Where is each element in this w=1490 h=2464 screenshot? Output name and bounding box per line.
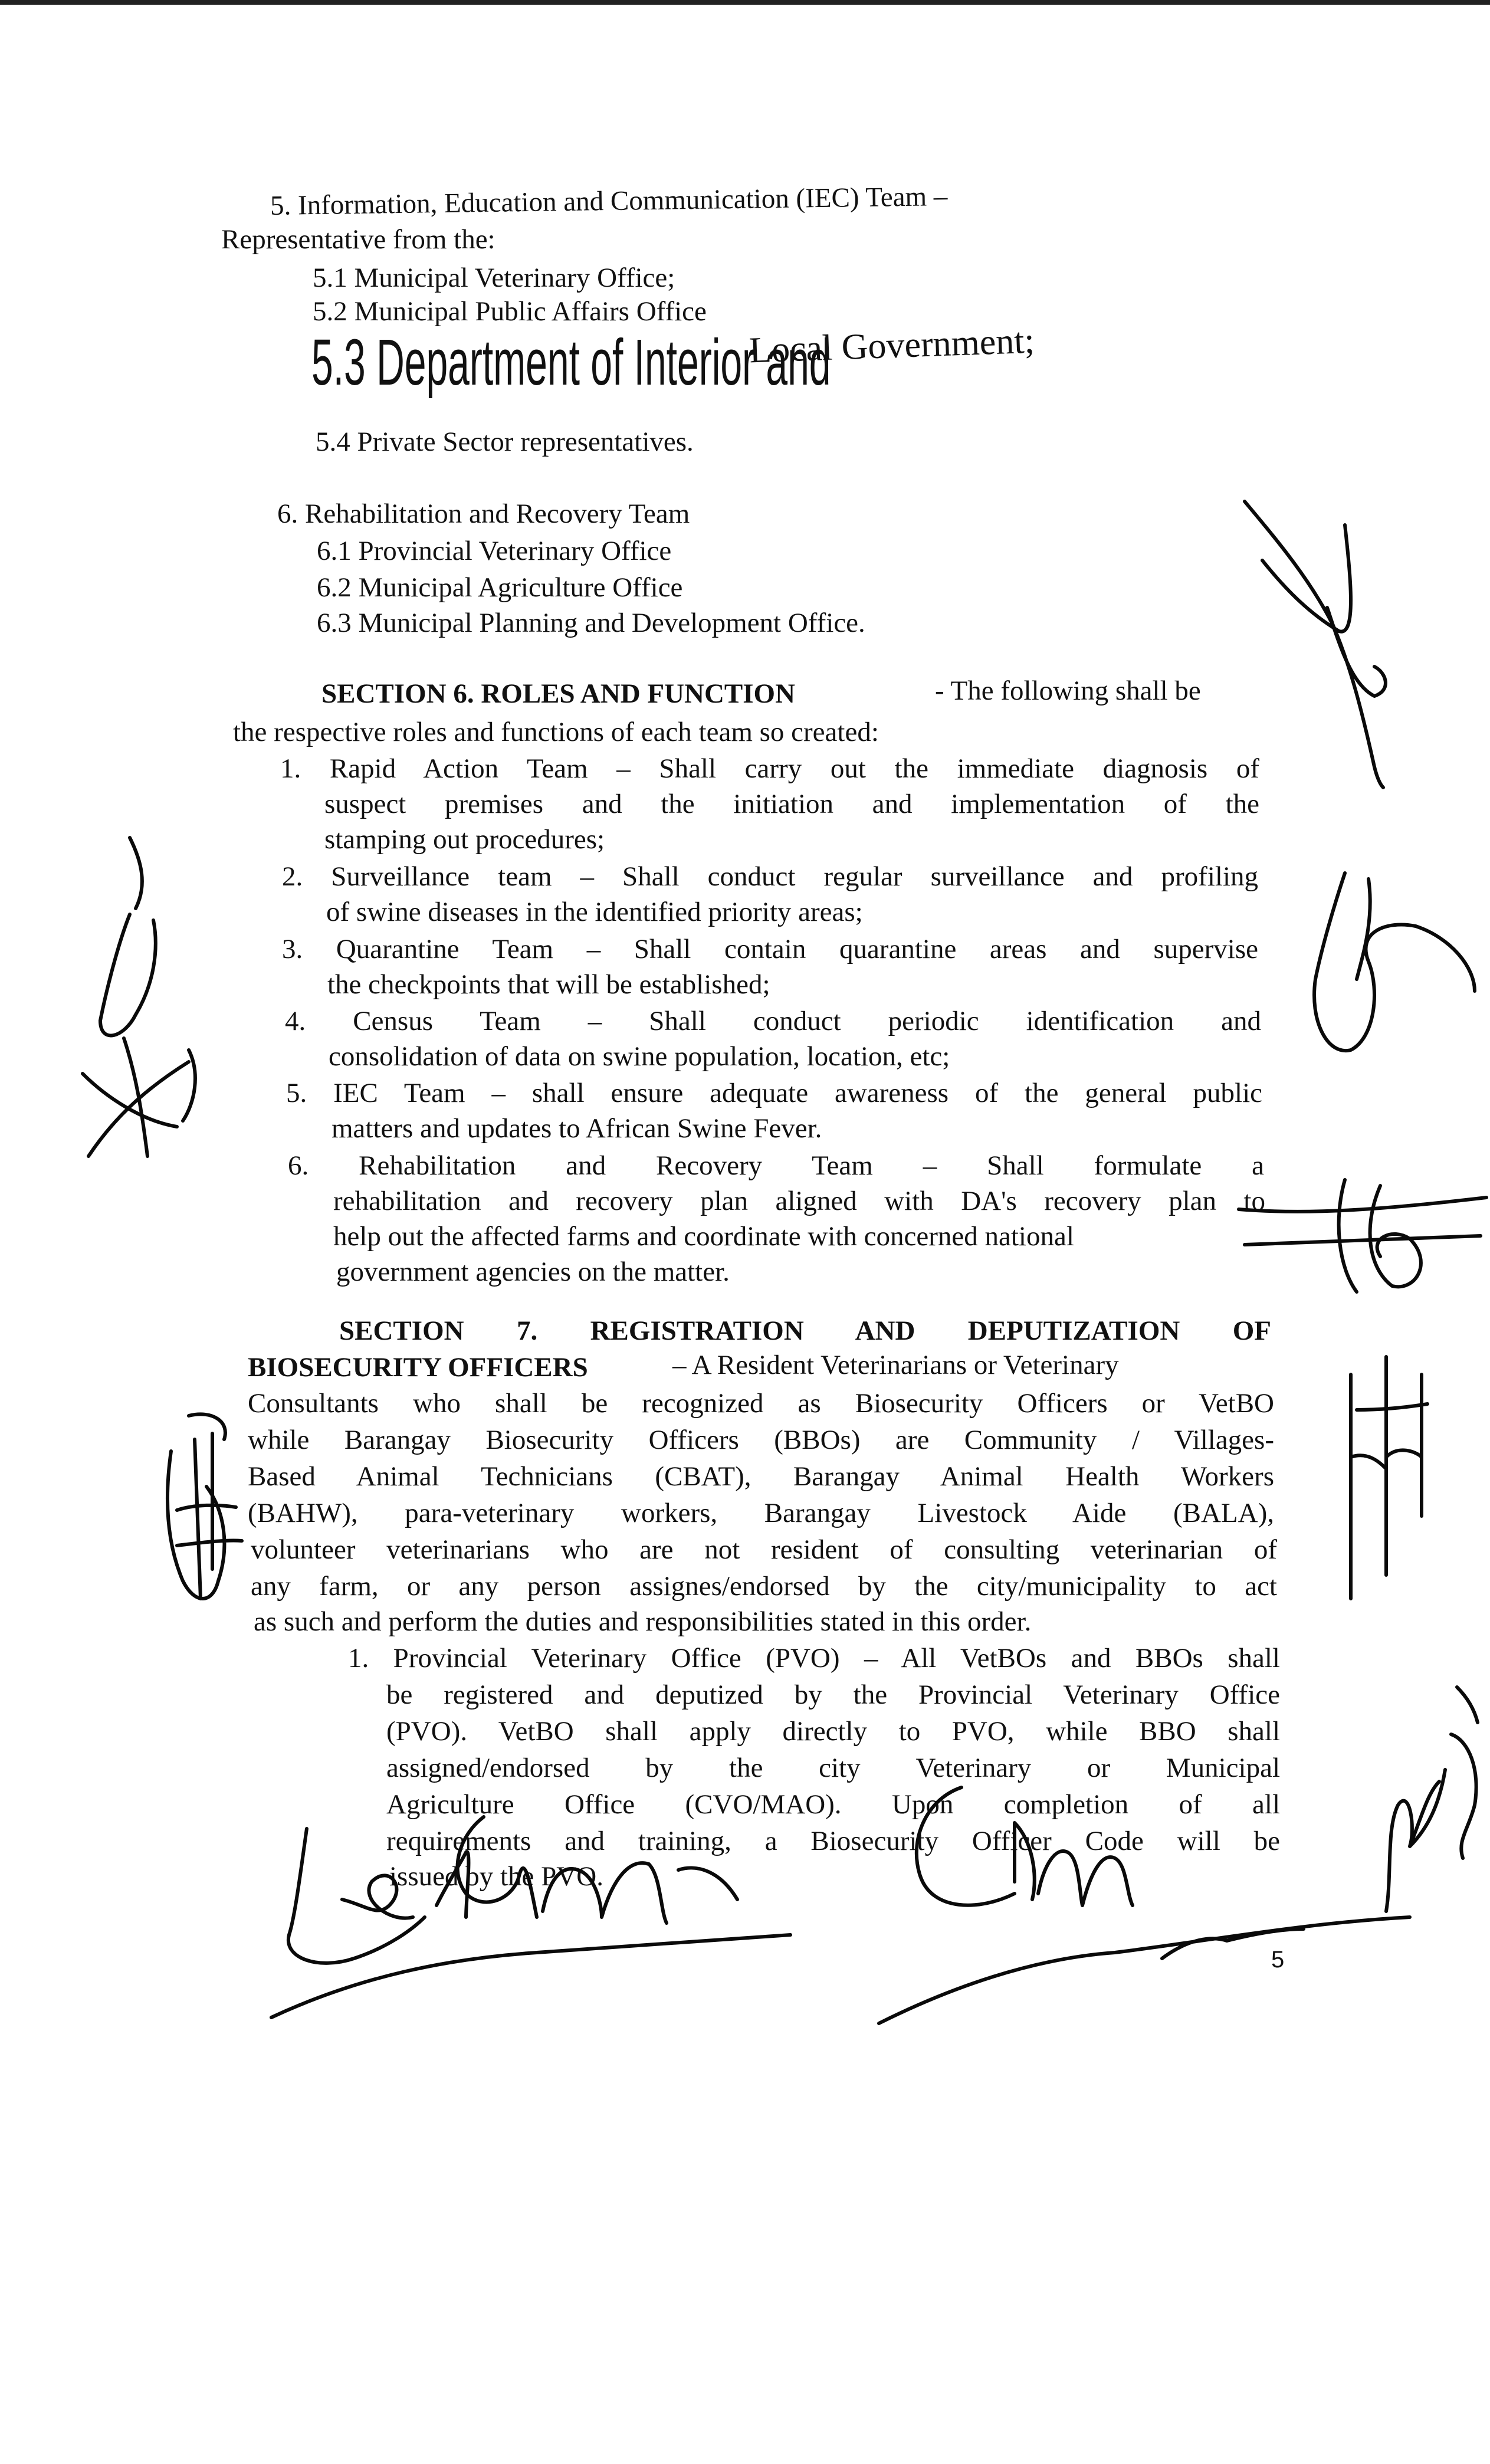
s6-item1-line2: suspect premises and the initiation and implementation of the xyxy=(324,789,1259,819)
iec-item-5-1: 5.1 Municipal Veterinary Office; xyxy=(313,263,675,293)
s7-item1-line3: (PVO). VetBO shall apply directly to PVO, while BBO shall xyxy=(386,1716,1280,1747)
section7-line9: as such and perform the duties and responsibilities stated in this order. xyxy=(254,1606,1032,1637)
s6-item1-line1: 1. Rapid Action Team – Shall carry out the immediate diagnosis of xyxy=(280,753,1259,784)
rehab-heading: 6. Rehabilitation and Recovery Team xyxy=(277,498,690,529)
s6-item4-line1: 4. Census Team – Shall conduct periodic identification and xyxy=(285,1006,1261,1036)
iec-heading-line1: 5. Information, Education and Communication (IEC) Team – xyxy=(270,181,948,222)
s7-item1-line5: Agriculture Office (CVO/MAO). Upon completion of all xyxy=(386,1789,1280,1820)
iec-item-5-3-cont: Local Government; xyxy=(748,320,1035,371)
section7-line7: volunteer veterinarians who are not resident of consulting veterinarian of xyxy=(251,1534,1277,1565)
section7-title-line2: BIOSECURITY OFFICERS xyxy=(248,1352,588,1383)
s7-item1-line7: issued by the PVO. xyxy=(389,1861,603,1892)
section7-line4: while Barangay Biosecurity Officers (BBOs) are Community / Villages- xyxy=(248,1425,1274,1455)
rehab-item-6-3: 6.3 Municipal Planning and Development Office. xyxy=(317,608,865,638)
signature-right-1 xyxy=(1239,490,1416,796)
s6-item2-line2: of swine diseases in the identified priority areas; xyxy=(326,897,863,927)
section7-line2-rest: – A Resident Veterinarians or Veterinary xyxy=(672,1350,1119,1380)
s6-item6-line1: 6. Rehabilitation and Recovery Team – Shall formulate a xyxy=(288,1150,1264,1181)
s6-item3-line1: 3. Quarantine Team – Shall contain quarantine areas and supervise xyxy=(282,934,1258,964)
signature-left-1 xyxy=(71,826,224,1192)
s6-item6-line4: government agencies on the matter. xyxy=(336,1256,730,1287)
section7-line5: Based Animal Technicians (CBAT), Barangay Animal Health Workers xyxy=(248,1461,1274,1492)
s6-item1-line3: stamping out procedures; xyxy=(324,824,605,855)
s6-item5-line1: 5. IEC Team – shall ensure adequate awareness of the general public xyxy=(286,1078,1262,1108)
section7-title-line1: SECTION 7. REGISTRATION AND DEPUTIZATION OF xyxy=(339,1315,1271,1346)
scan-edge-line xyxy=(0,0,1490,5)
s7-item1-line1: 1. Provincial Veterinary Office (PVO) – All VetBOs and BBOs shall xyxy=(348,1643,1280,1674)
s7-item1-line4: assigned/endorsed by the city Veterinary or Municipal xyxy=(386,1753,1280,1783)
s6-item6-line3: help out the affected farms and coordinate with concerned national xyxy=(333,1221,1074,1252)
iec-item-5-2: 5.2 Municipal Public Affairs Office xyxy=(313,296,707,327)
section6-intro-line2: the respective roles and functions of each team so created: xyxy=(233,717,879,747)
section7-line8: any farm, or any person assignes/endorsed by the city/municipality to act xyxy=(251,1571,1277,1602)
iec-item-5-4: 5.4 Private Sector representatives. xyxy=(316,426,694,457)
signature-left-2 xyxy=(153,1404,254,1616)
iec-heading-line2: Representative from the: xyxy=(221,224,495,255)
s7-item1-line6: requirements and training, a Biosecurity Officer Code will be xyxy=(386,1826,1280,1856)
rehab-item-6-2: 6.2 Municipal Agriculture Office xyxy=(317,572,683,603)
section6-intro: - The following shall be xyxy=(935,675,1201,706)
iec-item-5-3: 5.3 Department of Interior and xyxy=(311,326,831,399)
rehab-item-6-1: 6.1 Provincial Veterinary Office xyxy=(317,536,672,566)
s6-item4-line2: consolidation of data on swine population, location, etc; xyxy=(329,1041,950,1072)
section7-line3: Consultants who shall be recognized as Biosecurity Officers or VetBO xyxy=(248,1388,1274,1419)
section6-title: SECTION 6. ROLES AND FUNCTION xyxy=(321,678,796,709)
s6-item3-line2: the checkpoints that will be established; xyxy=(327,969,770,1000)
section7-line6: (BAHW), para-veterinary workers, Barangay Livestock Aide (BALA), xyxy=(248,1498,1274,1528)
s7-item1-line2: be registered and deputized by the Provincial Veterinary Office xyxy=(386,1679,1280,1710)
s6-item2-line1: 2. Surveillance team – Shall conduct regular surveillance and profiling xyxy=(282,861,1258,892)
page-number: 5 xyxy=(1271,1947,1285,1973)
signature-right-4 xyxy=(1339,1339,1433,1605)
signature-bottom-2 xyxy=(879,1764,1410,2029)
s6-item6-line2: rehabilitation and recovery plan aligned with DA's recovery plan to xyxy=(333,1186,1265,1216)
signature-bottom-1 xyxy=(271,1781,790,2029)
signature-right-2 xyxy=(1298,861,1486,1085)
signature-right-3 xyxy=(1239,1174,1486,1304)
s6-item5-line2: matters and updates to African Swine Fever. xyxy=(332,1113,822,1144)
